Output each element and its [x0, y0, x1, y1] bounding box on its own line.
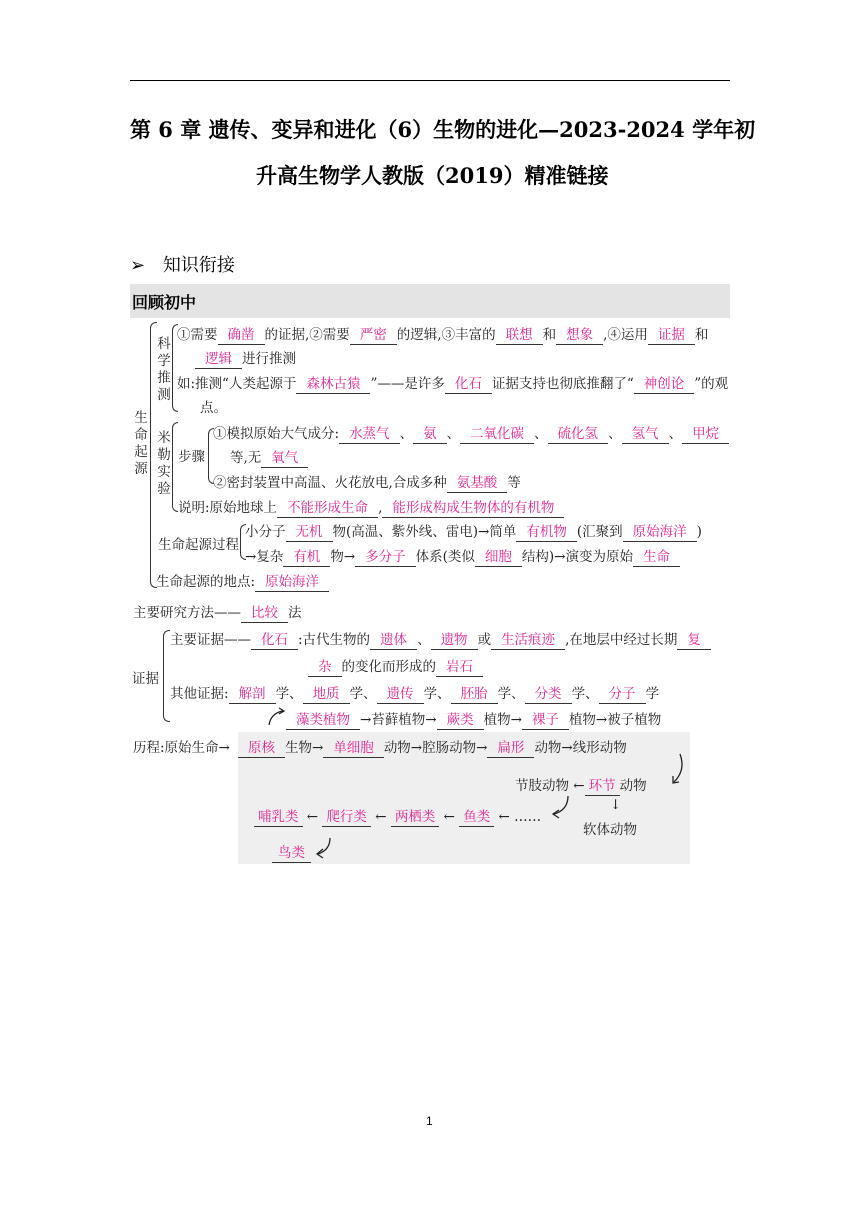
evidence-other: 其他证据: 解剖 学、 地质 学、 遗传 学、 胚胎 学、 分类 学、 分子 学 [170, 686, 660, 702]
process-line2: →复杂 有机 物→ 多分子 体系(类似 细胞 结构)→演变为原始 生命 [245, 545, 680, 567]
inference-line4: 点。 [200, 400, 227, 416]
miller-step2: ②密封装置中高温、火花放电,合成多种 氨基酸 等 [213, 475, 521, 491]
review-bar-label: 回顾初中 [132, 293, 197, 312]
steps-label: 步骤 [178, 449, 205, 465]
inference-line2: 逻辑 进行推测 [195, 347, 296, 369]
process-line1: 小分子 无机 物(高温、紫外线、雷电)→简单 有机物 (汇聚到 原始海洋 ) [245, 524, 702, 540]
evidence-main2: 杂 的变化而形成的 岩石 [308, 655, 483, 677]
history-label: 历程:原始生命→ [133, 740, 230, 756]
review-bar [130, 284, 730, 318]
origin-place: 生命起源的地点: 原始海洋 [156, 570, 329, 592]
page-number: 1 [426, 1114, 433, 1128]
miller-step1: ①模拟原始大气成分: 水蒸气 、 氨 、 二氧化碳 、 硫化氢 、 氢气 、 甲烷 [213, 422, 729, 444]
section-heading [130, 251, 235, 277]
animal-line: 原核 生物→ 单细胞 动物→腔肠动物→ 扁形 动物→线形动物 [238, 736, 627, 758]
page-title-line2: 升高生物学人教版（2019）精准链接 [256, 163, 609, 188]
miller-label: 米勒实验 [157, 430, 171, 497]
miller-step1b: 等,无 氧气 [230, 446, 308, 468]
header-rule [130, 80, 730, 81]
curved-arrow-icon [668, 752, 690, 788]
inference-label: 科学推测 [157, 336, 171, 403]
bullet-icon: ➢ [130, 255, 146, 276]
mollusk-label: 软体动物 [583, 822, 637, 838]
evidence-main: 主要证据—— 化石 :古代生物的 遗体 、 遗物 或 生活痕迹 ,在地层中经过长期 复 [170, 628, 711, 650]
evidence-brace [163, 630, 170, 722]
inference-line3: 如:推测“人类起源于 森林古猿 ”——是许多 化石 证据支持也彻底推翻了“ 神创论 ”的观 [177, 376, 729, 392]
bird-line: 鸟类 [272, 845, 311, 863]
miller-note: 说明:原始地球上 不能形成生命 , 能形成构成生物体的有机物 [178, 496, 564, 518]
inference-line1: ①需要 确凿 的证据,②需要 严密 的逻辑,③丰富的 联想 和 想象 ,④运用 证据 和 [177, 327, 709, 343]
process-label: 生命起源过程 [158, 537, 239, 553]
down-arrow-icon: ↓ [610, 797, 622, 813]
page-title-line1: 第 6 章 遗传、变异和进化（6）生物的进化—2023-2024 学年初 [130, 117, 756, 142]
origin-label: 生命起源 [134, 410, 148, 477]
plant-line: 藻类植物 →苔藓植物→ 蕨类 植物→ 裸子 植物→被子植物 [286, 708, 661, 730]
curved-arrow-icon [314, 836, 336, 860]
research-method: 主要研究方法—— 比较 法 [133, 605, 302, 621]
evidence-label: 证据 [132, 671, 159, 687]
curved-arrow-icon [548, 794, 574, 820]
arthropod-line: 节肢动物 ← 环节 动物 [515, 778, 647, 794]
section-label: 知识衔接 [162, 255, 235, 276]
vertebrate-line: 哺乳类 ← 爬行类 ← 两栖类 ← 鱼类 ← …… [254, 809, 541, 827]
